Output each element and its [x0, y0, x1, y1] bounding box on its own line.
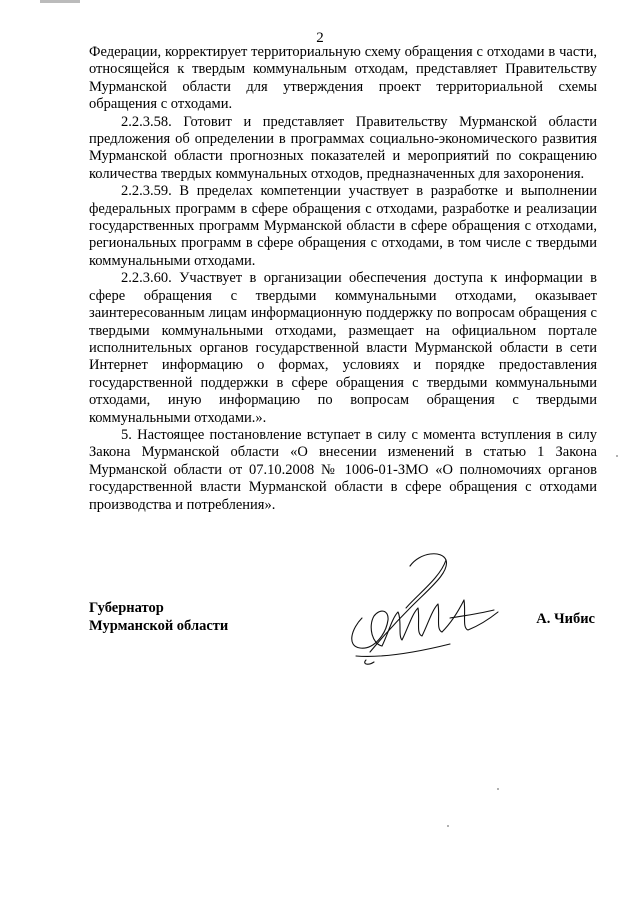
paragraph: 5. Настоящее постановление вступает в силу с момента вступления в силу Закона Мурманской области «О внесении изменений в статью 1 Закона Мурманской области от 07.10.2008 № 1006-01-ЗМО «О полномочиях органов государственной власти Мурманской области в сфере обращения с отходами производства и потребления».: [89, 426, 597, 513]
scan-speck: [616, 455, 618, 457]
scan-speck: [497, 788, 499, 790]
signatory-title-line1: Губернатор: [89, 600, 164, 616]
paragraph: Федерации, корректирует территориальную схему обращения с отходами в части, относящейся к твердым коммунальным отходам, представляет Правительству Мурманской области для утверждения проект территориальной схемы обращения с отходами.: [89, 44, 597, 113]
handwritten-signature: [322, 548, 512, 668]
document-body: [89, 44, 597, 514]
signatory-title: [89, 599, 228, 635]
paragraph: 2.2.3.60. Участвует в организации обеспечения доступа к информации в сфере обращения с твердыми коммунальными отходами, оказывает заинтересованным лицам информационную поддержку по вопросам обращения с твердыми коммунальными отходами, размещает на официальном портале исполнительных органов государственной власти Мурманской области в сети Интернет информацию о формах, условиях и порядке предоставления государственной поддержки в сфере обращения с твердыми коммунальными отходами, иную информацию по вопросам обращения с твердыми коммунальными отходами.».: [89, 270, 597, 426]
signatory-title-line2: Мурманской области: [89, 618, 229, 634]
signatory-name: А. Чибис: [536, 611, 595, 627]
page-number: 2: [316, 30, 324, 46]
scan-speck: [447, 825, 449, 827]
paragraph: 2.2.3.59. В пределах компетенции участвует в разработке и выполнении федеральных программ в сфере обращения с отходами, разработке и реализации государственных программ Мурманской области в сфере обращения с отходами, региональных программ в сфере обращения с отходами, в том числе с твердыми коммунальными отходами.: [89, 183, 597, 269]
scan-mark: [40, 0, 80, 3]
paragraph: 2.2.3.58. Готовит и представляет Правительству Мурманской области предложения об определении в программах социально-экономического развития Мурманской области прогнозных показателей и мероприятий по сокращению количества твердых коммунальных отходов, предназначенных для захоронения.: [89, 113, 597, 182]
